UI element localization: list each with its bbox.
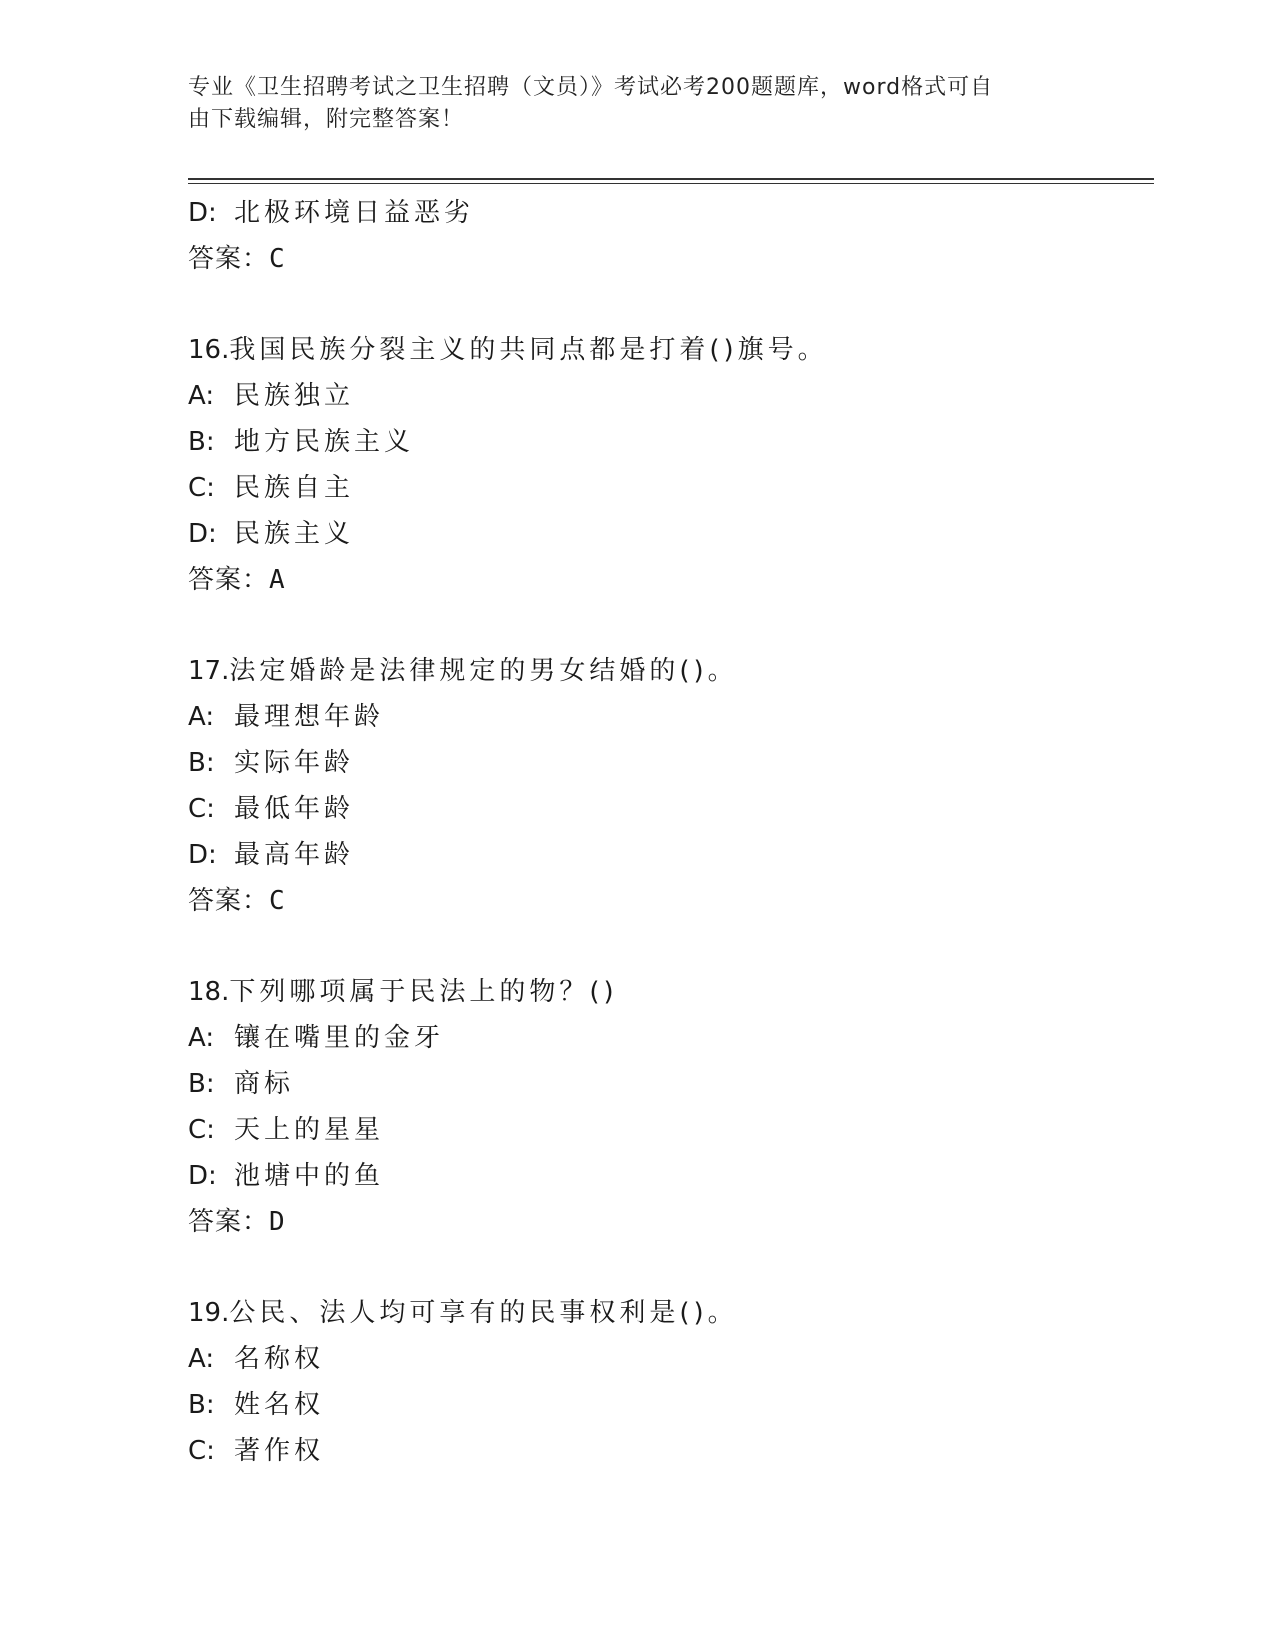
- q17-option-c: [188, 786, 1154, 832]
- option-key: C:: [188, 1436, 215, 1466]
- answer-label: 答案：: [188, 244, 270, 274]
- option-text: 民族主义: [234, 519, 355, 549]
- q19-option-a: [188, 1336, 1154, 1382]
- option-key: D:: [188, 840, 217, 870]
- q15-answer: [188, 236, 1154, 282]
- question-text: 我国民族分裂主义的共同点都是打着()旗号。: [229, 335, 828, 365]
- q16-option-c: [188, 465, 1154, 511]
- q16-answer: [188, 557, 1154, 603]
- q19-option-b: [188, 1382, 1154, 1428]
- option-text: 名称权: [234, 1344, 325, 1374]
- option-text: 商标: [234, 1069, 295, 1099]
- answer-value: C: [269, 886, 285, 916]
- q19-option-c: [188, 1428, 1154, 1474]
- option-text: 镶在嘴里的金牙: [234, 1023, 445, 1053]
- q16-option-b: [188, 419, 1154, 465]
- q18-option-b: [188, 1061, 1154, 1107]
- option-text: 天上的星星: [234, 1115, 385, 1145]
- answer-label: 答案：: [188, 886, 270, 916]
- answer-value: C: [269, 244, 285, 274]
- option-key: C:: [188, 794, 215, 824]
- q16-option-d: [188, 511, 1154, 557]
- spacer: [188, 1245, 1154, 1290]
- q19-stem: [188, 1290, 1154, 1336]
- answer-label: 答案：: [188, 565, 270, 595]
- header-divider: [188, 178, 1154, 184]
- q15-option-d: [188, 190, 1154, 236]
- answer-label: 答案：: [188, 1207, 270, 1237]
- q17-stem: [188, 648, 1154, 694]
- question-text: 下列哪项属于民法上的物？(): [229, 977, 618, 1007]
- header-line-2: 由下载编辑，附完整答案！: [188, 107, 465, 132]
- option-text: 地方民族主义: [234, 427, 415, 457]
- option-key: B:: [188, 1069, 215, 1099]
- option-text: 著作权: [234, 1436, 325, 1466]
- option-text: 最高年龄: [234, 840, 355, 870]
- spacer: [188, 924, 1154, 969]
- option-text: 最理想年龄: [234, 702, 385, 732]
- option-key: A:: [188, 1344, 215, 1374]
- q17-option-b: [188, 740, 1154, 786]
- spacer: [188, 282, 1154, 327]
- option-key: C:: [188, 473, 215, 503]
- option-key: D:: [188, 198, 217, 228]
- question-text: 法定婚龄是法律规定的男女结婚的()。: [229, 656, 738, 686]
- option-text: 池塘中的鱼: [234, 1161, 385, 1191]
- q16-option-a: [188, 373, 1154, 419]
- question-text: 公民、法人均可享有的民事权利是()。: [229, 1298, 738, 1328]
- option-key: D:: [188, 1161, 217, 1191]
- question-number: 18.: [188, 977, 230, 1007]
- q18-answer: [188, 1199, 1154, 1245]
- q17-answer: [188, 878, 1154, 924]
- option-key: B:: [188, 427, 215, 457]
- option-key: B:: [188, 1390, 215, 1420]
- option-text: 实际年龄: [234, 748, 355, 778]
- document-header: [188, 72, 1068, 136]
- option-text: 民族独立: [234, 381, 355, 411]
- q18-stem: [188, 969, 1154, 1015]
- q17-option-d: [188, 832, 1154, 878]
- option-key: B:: [188, 748, 215, 778]
- option-text: 北极环境日益恶劣: [234, 198, 475, 228]
- question-number: 16.: [188, 335, 230, 365]
- q18-option-d: [188, 1153, 1154, 1199]
- option-key: C:: [188, 1115, 215, 1145]
- answer-value: D: [269, 1207, 285, 1237]
- option-key: A:: [188, 702, 215, 732]
- option-key: A:: [188, 1023, 215, 1053]
- question-number: 17.: [188, 656, 230, 686]
- option-text: 民族自主: [234, 473, 355, 503]
- question-list: [188, 190, 1154, 1474]
- question-number: 19.: [188, 1298, 230, 1328]
- q16-stem: [188, 327, 1154, 373]
- option-key: A:: [188, 381, 215, 411]
- option-key: D:: [188, 519, 217, 549]
- answer-value: A: [269, 565, 285, 595]
- option-text: 姓名权: [234, 1390, 325, 1420]
- header-line-1: 专业《卫生招聘考试之卫生招聘（文员）》考试必考200题题库，word格式可自: [188, 75, 994, 100]
- q17-option-a: [188, 694, 1154, 740]
- spacer: [188, 603, 1154, 648]
- option-text: 最低年龄: [234, 794, 355, 824]
- q18-option-c: [188, 1107, 1154, 1153]
- q18-option-a: [188, 1015, 1154, 1061]
